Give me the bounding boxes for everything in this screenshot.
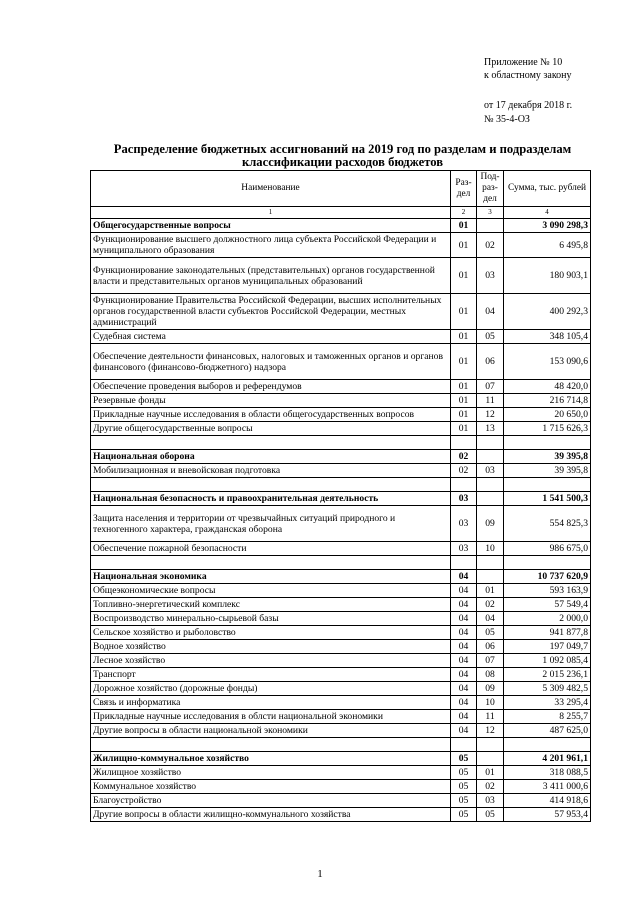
cell-razdel: 02 bbox=[451, 464, 477, 478]
cell-podrazdel bbox=[477, 556, 504, 570]
cell-podrazdel: 13 bbox=[477, 422, 504, 436]
cell-sum: 10 737 620,9 bbox=[504, 570, 591, 584]
cell-razdel bbox=[451, 738, 477, 752]
cell-podrazdel: 12 bbox=[477, 408, 504, 422]
cell-podrazdel: 10 bbox=[477, 542, 504, 556]
cell-name: Другие вопросы в области жилищно-коммунального хозяйства bbox=[91, 808, 451, 822]
appendix-line-1: Приложение № 10 bbox=[484, 57, 563, 68]
cell-name: Обеспечение деятельности финансовых, налоговых и таможенных органов и органов финансового (финансово-бюджетного) надзора bbox=[91, 344, 451, 380]
cell-razdel: 01 bbox=[451, 233, 477, 258]
cell-sum: 2 000,0 bbox=[504, 612, 591, 626]
cell-sum: 57 953,4 bbox=[504, 808, 591, 822]
cell-name: Национальная безопасность и правоохранительная деятельность bbox=[91, 492, 451, 506]
table-row bbox=[91, 408, 591, 422]
cell-name: Транспорт bbox=[91, 668, 451, 682]
cell-podrazdel bbox=[477, 738, 504, 752]
table-row bbox=[91, 598, 591, 612]
cell-razdel: 04 bbox=[451, 598, 477, 612]
cell-name: Мобилизационная и вневойсковая подготовка bbox=[91, 464, 451, 478]
section-row bbox=[91, 570, 591, 584]
cell-sum: 39 395,8 bbox=[504, 450, 591, 464]
table-row bbox=[91, 344, 591, 380]
header-podrazdel: Под-раз-дел bbox=[477, 171, 504, 207]
cell-name bbox=[91, 738, 451, 752]
cell-razdel: 05 bbox=[451, 780, 477, 794]
cell-name bbox=[91, 556, 451, 570]
cell-razdel: 03 bbox=[451, 492, 477, 506]
cell-podrazdel: 11 bbox=[477, 710, 504, 724]
document-title: Распределение бюджетных ассигнований на 2019 год по разделам и подразделам классификации расходов бюджетов bbox=[113, 142, 572, 169]
cell-razdel: 03 bbox=[451, 506, 477, 542]
cell-name: Национальная оборона bbox=[91, 450, 451, 464]
section-row bbox=[91, 752, 591, 766]
cell-podrazdel bbox=[477, 478, 504, 492]
cell-razdel: 03 bbox=[451, 542, 477, 556]
cell-podrazdel: 01 bbox=[477, 584, 504, 598]
table-row bbox=[91, 330, 591, 344]
cell-sum: 48 420,0 bbox=[504, 380, 591, 394]
cell-name: Благоустройство bbox=[91, 794, 451, 808]
cell-name: Национальная экономика bbox=[91, 570, 451, 584]
cell-podrazdel: 03 bbox=[477, 464, 504, 478]
cell-name: Функционирование законодательных (представительных) органов государственной власти и представительных органов муниципальных образований bbox=[91, 258, 451, 294]
appendix-line-2: к областному закону bbox=[484, 70, 572, 82]
cell-podrazdel bbox=[477, 752, 504, 766]
table-row bbox=[91, 724, 591, 738]
cell-sum: 318 088,5 bbox=[504, 766, 591, 780]
cell-sum: 487 625,0 bbox=[504, 724, 591, 738]
table-row bbox=[91, 640, 591, 654]
column-number: 2 bbox=[451, 207, 477, 219]
cell-podrazdel: 12 bbox=[477, 724, 504, 738]
cell-sum: 1 541 500,3 bbox=[504, 492, 591, 506]
table-row bbox=[91, 464, 591, 478]
header-razdel: Раз-дел bbox=[451, 171, 477, 207]
cell-podrazdel: 02 bbox=[477, 780, 504, 794]
cell-podrazdel: 05 bbox=[477, 330, 504, 344]
cell-name: Лесное хозяйство bbox=[91, 654, 451, 668]
budget-table bbox=[90, 170, 591, 822]
cell-podrazdel bbox=[477, 436, 504, 450]
cell-sum: 1 715 626,3 bbox=[504, 422, 591, 436]
table-row bbox=[91, 258, 591, 294]
cell-razdel bbox=[451, 478, 477, 492]
cell-sum: 593 163,9 bbox=[504, 584, 591, 598]
cell-name: Функционирование Правительства Российской Федерации, высших исполнительных органов государственной власти субъектов Российской Федерации, местных администраций bbox=[91, 294, 451, 330]
cell-razdel: 04 bbox=[451, 654, 477, 668]
cell-name: Функционирование высшего должностного лица субъекта Российской Федерации и муниципального образования bbox=[91, 233, 451, 258]
column-number: 4 bbox=[504, 207, 591, 219]
table-row bbox=[91, 654, 591, 668]
cell-podrazdel: 09 bbox=[477, 506, 504, 542]
cell-podrazdel: 07 bbox=[477, 380, 504, 394]
appendix-header bbox=[484, 56, 572, 126]
page-number: 1 bbox=[317, 868, 323, 880]
cell-razdel: 01 bbox=[451, 408, 477, 422]
cell-podrazdel: 05 bbox=[477, 808, 504, 822]
cell-sum: 33 295,4 bbox=[504, 696, 591, 710]
blank-row bbox=[91, 436, 591, 450]
column-number: 1 bbox=[91, 207, 451, 219]
cell-sum: 2 015 236,1 bbox=[504, 668, 591, 682]
cell-name: Воспроизводство минерально-сырьевой базы bbox=[91, 612, 451, 626]
cell-name: Связь и информатика bbox=[91, 696, 451, 710]
cell-name: Водное хозяйство bbox=[91, 640, 451, 654]
cell-podrazdel: 09 bbox=[477, 682, 504, 696]
cell-razdel: 04 bbox=[451, 668, 477, 682]
cell-sum: 39 395,8 bbox=[504, 464, 591, 478]
cell-name bbox=[91, 478, 451, 492]
table-row bbox=[91, 584, 591, 598]
column-number-row bbox=[91, 207, 591, 219]
cell-name: Жилищно-коммунальное хозяйство bbox=[91, 752, 451, 766]
cell-name: Прикладные научные исследования в области общегосударственных вопросов bbox=[91, 408, 451, 422]
section-row bbox=[91, 450, 591, 464]
cell-name: Топливно-энергетический комплекс bbox=[91, 598, 451, 612]
cell-podrazdel: 03 bbox=[477, 794, 504, 808]
cell-sum bbox=[504, 436, 591, 450]
cell-podrazdel bbox=[477, 492, 504, 506]
cell-podrazdel: 07 bbox=[477, 654, 504, 668]
cell-razdel: 02 bbox=[451, 450, 477, 464]
cell-podrazdel: 03 bbox=[477, 258, 504, 294]
cell-sum: 348 105,4 bbox=[504, 330, 591, 344]
cell-name: Обеспечение проведения выборов и референдумов bbox=[91, 380, 451, 394]
cell-podrazdel bbox=[477, 219, 504, 233]
cell-podrazdel: 11 bbox=[477, 394, 504, 408]
section-row bbox=[91, 492, 591, 506]
cell-razdel: 05 bbox=[451, 808, 477, 822]
cell-podrazdel: 02 bbox=[477, 598, 504, 612]
blank-row bbox=[91, 478, 591, 492]
table-row bbox=[91, 394, 591, 408]
cell-sum: 4 201 961,1 bbox=[504, 752, 591, 766]
cell-razdel: 04 bbox=[451, 724, 477, 738]
cell-name: Общегосударственные вопросы bbox=[91, 219, 451, 233]
table-row bbox=[91, 422, 591, 436]
cell-razdel: 01 bbox=[451, 258, 477, 294]
table-row bbox=[91, 682, 591, 696]
cell-sum: 197 049,7 bbox=[504, 640, 591, 654]
cell-name: Обеспечение пожарной безопасности bbox=[91, 542, 451, 556]
appendix-line-3: от 17 декабря 2018 г. bbox=[484, 100, 573, 112]
cell-name: Коммунальное хозяйство bbox=[91, 780, 451, 794]
cell-podrazdel bbox=[477, 450, 504, 464]
table-body bbox=[91, 219, 591, 822]
table-row bbox=[91, 233, 591, 258]
table-header-row bbox=[91, 171, 591, 207]
cell-name bbox=[91, 436, 451, 450]
cell-razdel: 04 bbox=[451, 570, 477, 584]
cell-sum: 554 825,3 bbox=[504, 506, 591, 542]
cell-sum: 941 877,8 bbox=[504, 626, 591, 640]
cell-razdel: 04 bbox=[451, 626, 477, 640]
cell-razdel: 05 bbox=[451, 794, 477, 808]
cell-podrazdel: 04 bbox=[477, 612, 504, 626]
cell-podrazdel: 04 bbox=[477, 294, 504, 330]
cell-sum: 5 309 482,5 bbox=[504, 682, 591, 696]
cell-sum bbox=[504, 478, 591, 492]
cell-sum: 180 903,1 bbox=[504, 258, 591, 294]
cell-podrazdel: 02 bbox=[477, 233, 504, 258]
cell-razdel: 04 bbox=[451, 682, 477, 696]
table-row bbox=[91, 696, 591, 710]
cell-razdel: 05 bbox=[451, 752, 477, 766]
cell-sum bbox=[504, 738, 591, 752]
section-row bbox=[91, 219, 591, 233]
cell-razdel bbox=[451, 556, 477, 570]
cell-name: Сельское хозяйство и рыболовство bbox=[91, 626, 451, 640]
cell-name: Резервные фонды bbox=[91, 394, 451, 408]
cell-podrazdel: 01 bbox=[477, 766, 504, 780]
cell-razdel: 01 bbox=[451, 294, 477, 330]
cell-razdel bbox=[451, 436, 477, 450]
cell-sum: 1 092 085,4 bbox=[504, 654, 591, 668]
table-row bbox=[91, 766, 591, 780]
cell-name: Защита населения и территории от чрезвычайных ситуаций природного и техногенного характера, гражданская оборона bbox=[91, 506, 451, 542]
table-row bbox=[91, 668, 591, 682]
cell-razdel: 01 bbox=[451, 422, 477, 436]
table-row bbox=[91, 506, 591, 542]
cell-name: Жилищное хозяйство bbox=[91, 766, 451, 780]
cell-razdel: 04 bbox=[451, 612, 477, 626]
cell-name: Другие общегосударственные вопросы bbox=[91, 422, 451, 436]
cell-sum: 400 292,3 bbox=[504, 294, 591, 330]
table-row bbox=[91, 710, 591, 724]
cell-razdel: 04 bbox=[451, 710, 477, 724]
header-name: Наименование bbox=[91, 171, 451, 207]
cell-sum: 6 495,8 bbox=[504, 233, 591, 258]
cell-podrazdel: 10 bbox=[477, 696, 504, 710]
table-row bbox=[91, 542, 591, 556]
table-row bbox=[91, 794, 591, 808]
cell-name: Прикладные научные исследования в облсти национальной экономики bbox=[91, 710, 451, 724]
cell-razdel: 01 bbox=[451, 380, 477, 394]
cell-podrazdel: 06 bbox=[477, 344, 504, 380]
cell-name: Общеэкономические вопросы bbox=[91, 584, 451, 598]
cell-sum bbox=[504, 556, 591, 570]
cell-sum: 986 675,0 bbox=[504, 542, 591, 556]
cell-sum: 414 918,6 bbox=[504, 794, 591, 808]
cell-name: Дорожное хозяйство (дорожные фонды) bbox=[91, 682, 451, 696]
table-row bbox=[91, 780, 591, 794]
cell-name: Судебная система bbox=[91, 330, 451, 344]
table-row bbox=[91, 612, 591, 626]
cell-sum: 57 549,4 bbox=[504, 598, 591, 612]
cell-sum: 20 650,0 bbox=[504, 408, 591, 422]
cell-sum: 153 090,6 bbox=[504, 344, 591, 380]
cell-name: Другие вопросы в области национальной экономики bbox=[91, 724, 451, 738]
appendix-line-4: № 35-4-ОЗ bbox=[484, 113, 530, 125]
cell-sum: 3 090 298,3 bbox=[504, 219, 591, 233]
cell-podrazdel: 06 bbox=[477, 640, 504, 654]
cell-razdel: 01 bbox=[451, 344, 477, 380]
table-row bbox=[91, 808, 591, 822]
table-row bbox=[91, 626, 591, 640]
cell-podrazdel: 05 bbox=[477, 626, 504, 640]
cell-sum: 8 255,7 bbox=[504, 710, 591, 724]
cell-razdel: 05 bbox=[451, 766, 477, 780]
cell-razdel: 04 bbox=[451, 696, 477, 710]
cell-sum: 216 714,8 bbox=[504, 394, 591, 408]
cell-podrazdel bbox=[477, 570, 504, 584]
table-row bbox=[91, 380, 591, 394]
cell-podrazdel: 08 bbox=[477, 668, 504, 682]
column-number: 3 bbox=[477, 207, 504, 219]
table-row bbox=[91, 294, 591, 330]
cell-razdel: 01 bbox=[451, 394, 477, 408]
blank-row bbox=[91, 738, 591, 752]
header-sum: Сумма, тыс. рублей bbox=[504, 171, 591, 207]
cell-razdel: 04 bbox=[451, 584, 477, 598]
cell-razdel: 01 bbox=[451, 219, 477, 233]
cell-razdel: 04 bbox=[451, 640, 477, 654]
cell-razdel: 01 bbox=[451, 330, 477, 344]
cell-sum: 3 411 000,6 bbox=[504, 780, 591, 794]
blank-row bbox=[91, 556, 591, 570]
